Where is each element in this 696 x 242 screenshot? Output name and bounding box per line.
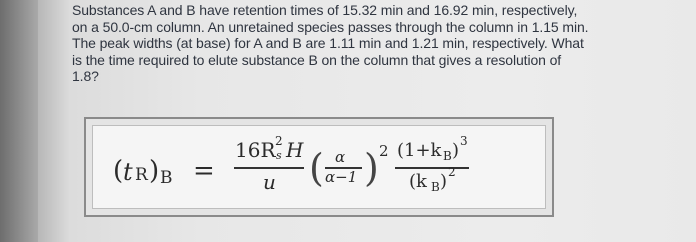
retention-time-formula	[113, 134, 553, 214]
fraction2-denominator-exponent: 2	[448, 165, 456, 179]
alpha-denominator: α−1	[325, 168, 358, 186]
lhs-subscript-r: R	[135, 165, 148, 185]
fraction2-denominator-subscript: B	[431, 180, 440, 194]
fraction2-numerator-exponent: 3	[460, 134, 468, 148]
fraction1-denominator: u	[263, 170, 276, 194]
fraction1-numerator-h: H	[286, 138, 304, 162]
fraction1-bar	[234, 167, 304, 169]
question-line: The peak widths (at base) for A and B are 1.11 min and 1.21 min, respectively. What	[72, 35, 584, 52]
lhs-close-paren: )	[149, 156, 160, 186]
fraction1-subscript: s	[276, 149, 282, 162]
question-line: Substances A and B have retention times of 15.32 min and 16.92 min, respectively,	[72, 2, 578, 18]
window-edge	[0, 0, 38, 242]
equals-sign: =	[193, 156, 215, 186]
lhs-variable-t: t	[123, 158, 133, 186]
question-text	[72, 2, 672, 85]
lhs-subscript-b: B	[160, 168, 173, 188]
alpha-numerator: α	[335, 148, 346, 166]
formula-inner-border	[92, 125, 546, 209]
fraction2-numerator: (1+k	[397, 140, 442, 161]
question-line: is the time required to elute substance B on the column that gives a resolution of	[72, 51, 562, 68]
fraction2-numerator-subscript: B	[443, 149, 452, 163]
question-line: 1.8?	[72, 68, 99, 85]
fraction2-denominator: (k	[409, 171, 427, 192]
formula-box	[84, 117, 554, 217]
lhs-open-paren: (	[113, 156, 124, 186]
fraction1-superscript: 2	[275, 134, 283, 148]
question-line: on a 50.0-cm column. An unretained species passes through the column in 1.15 min.	[72, 18, 589, 35]
fraction1-numerator-coefficient: 16R	[235, 138, 276, 162]
alpha-exponent: 2	[379, 142, 389, 160]
alpha-close-paren: )	[364, 146, 379, 190]
fraction2-bar	[395, 167, 469, 169]
fraction2-denominator-close: )	[440, 171, 448, 192]
alpha-open-paren: (	[309, 146, 324, 190]
fraction2-numerator-close: )	[452, 140, 460, 161]
